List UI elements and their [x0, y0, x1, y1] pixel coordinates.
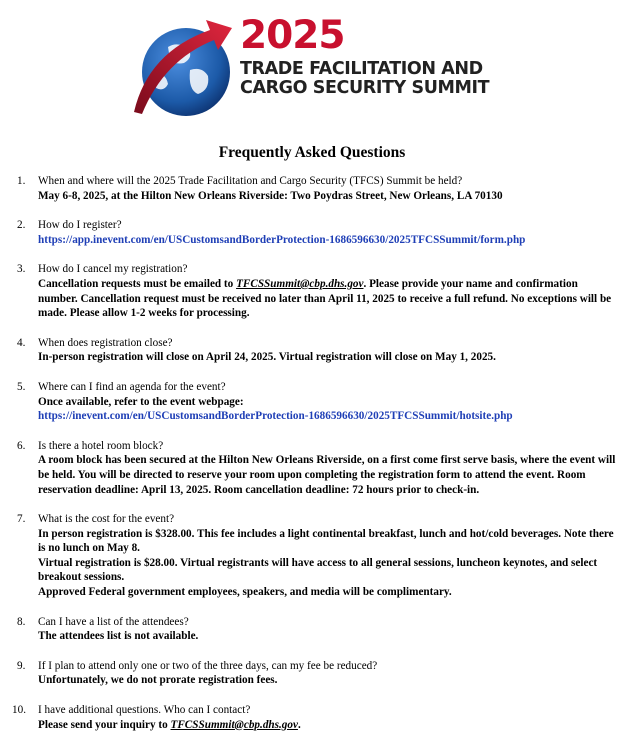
agenda-link[interactable]: https://inevent.com/en/USCustomsandBorderProtection-1686596630/2025TFCSSummit/hotsite.php — [38, 410, 513, 423]
registration-link[interactable]: https://app.inevent.com/en/USCustomsandBorderProtection-1686596630/2025TFCSSummit/form.php — [38, 233, 526, 246]
faq-answer — [38, 277, 617, 321]
faq-answer: The attendees list is not available. — [38, 630, 199, 643]
logo-year: 2025 — [240, 13, 345, 58]
faq-question: Where can I find an agenda for the event? — [38, 380, 226, 393]
faq-number: 10. — [12, 704, 26, 717]
faq-answer: May 6-8, 2025, at the Hilton New Orleans Riverside: Two Poydras Street, New Orleans, LA 70130 — [38, 189, 503, 202]
faq-answer: A room block has been secured at the Hilton New Orleans Riverside, on a first come first serve basis, where the event will be held. You will be directed to reserve your room upon completing the registration form to attend the event. Room reservation deadline: April 13, 2025. Room cancellation deadline: 72 hours prior to check-in. — [38, 454, 616, 496]
faq-answer: Once available, refer to the event webpage: — [38, 395, 244, 408]
faq-number: 4. — [17, 336, 26, 349]
faq-question: How do I register? — [38, 219, 122, 232]
faq-item — [17, 512, 617, 600]
faq-item — [17, 174, 617, 203]
logo-line-2: CARGO SECURITY SUMMIT — [240, 78, 490, 98]
faq-answer: Unfortunately, we do not prorate registration fees. — [38, 674, 278, 687]
faq-item — [17, 380, 617, 424]
page-title: Frequently Asked Questions — [218, 144, 406, 161]
faq-list — [12, 174, 617, 747]
answer-text: Cancellation requests must be emailed to — [38, 277, 237, 290]
faq-number: 6. — [17, 439, 26, 452]
faq-question: When and where will the 2025 Trade Facilitation and Cargo Security (TFCS) Summit be held? — [38, 175, 463, 187]
email-link[interactable]: TFCSSummit@cbp.dhs.gov — [236, 277, 364, 290]
faq-number: 1. — [17, 175, 26, 187]
faq-answer-federal: Approved Federal government employees, speakers, and media will be complimentary. — [38, 586, 452, 599]
faq-answer-in-person: In person registration is $328.00. This fee includes a light continental breakfast, lunch and hot/cold beverages. Note there is no lunch on May 8. — [38, 527, 614, 555]
faq-item — [17, 218, 617, 247]
faq-question: Is there a hotel room block? — [38, 439, 164, 452]
faq-question: Can I have a list of the attendees? — [38, 615, 189, 628]
faq-number: 3. — [17, 263, 26, 276]
faq-item — [12, 703, 617, 732]
faq-item — [17, 615, 617, 644]
answer-text: . — [297, 718, 301, 731]
faq-item — [17, 659, 617, 688]
faq-number: 9. — [17, 659, 26, 672]
faq-number: 8. — [17, 615, 26, 628]
logo-line-1: TRADE FACILITATION AND — [240, 59, 483, 79]
faq-question: How do I cancel my registration? — [38, 263, 188, 276]
faq-answer: In-person registration will close on April 24, 2025. Virtual registration will close on May 1, 2025. — [38, 351, 496, 364]
faq-question: I have additional questions. Who can I contact? — [38, 704, 251, 717]
summit-logo — [0, 0, 624, 130]
answer-text: . Please provide your name and confirmation number. Cancellation request must be received no later than April 11, 2025 to receive a full refund. No exceptions will be made. Please allow 1-2 weeks for processing. — [38, 277, 612, 320]
faq-number: 5. — [17, 380, 26, 393]
globe-arrow-icon — [128, 12, 238, 122]
faq-item — [17, 439, 617, 497]
answer-text: Please send your inquiry to — [38, 718, 171, 731]
faq-number: 7. — [17, 513, 26, 526]
faq-question: What is the cost for the event? — [38, 513, 175, 526]
faq-answer-virtual: Virtual registration is $28.00. Virtual registrants will have access to all general sessions, luncheon keynotes, and select breakout sessions. — [38, 556, 598, 584]
email-link[interactable]: TFCSSummit@cbp.dhs.gov — [170, 718, 298, 731]
faq-item — [17, 336, 617, 365]
faq-question: When does registration close? — [38, 336, 173, 349]
faq-item — [17, 262, 617, 320]
faq-question: If I plan to attend only one or two of the three days, can my fee be reduced? — [38, 659, 378, 672]
faq-answer — [38, 718, 617, 733]
faq-number: 2. — [17, 219, 26, 232]
